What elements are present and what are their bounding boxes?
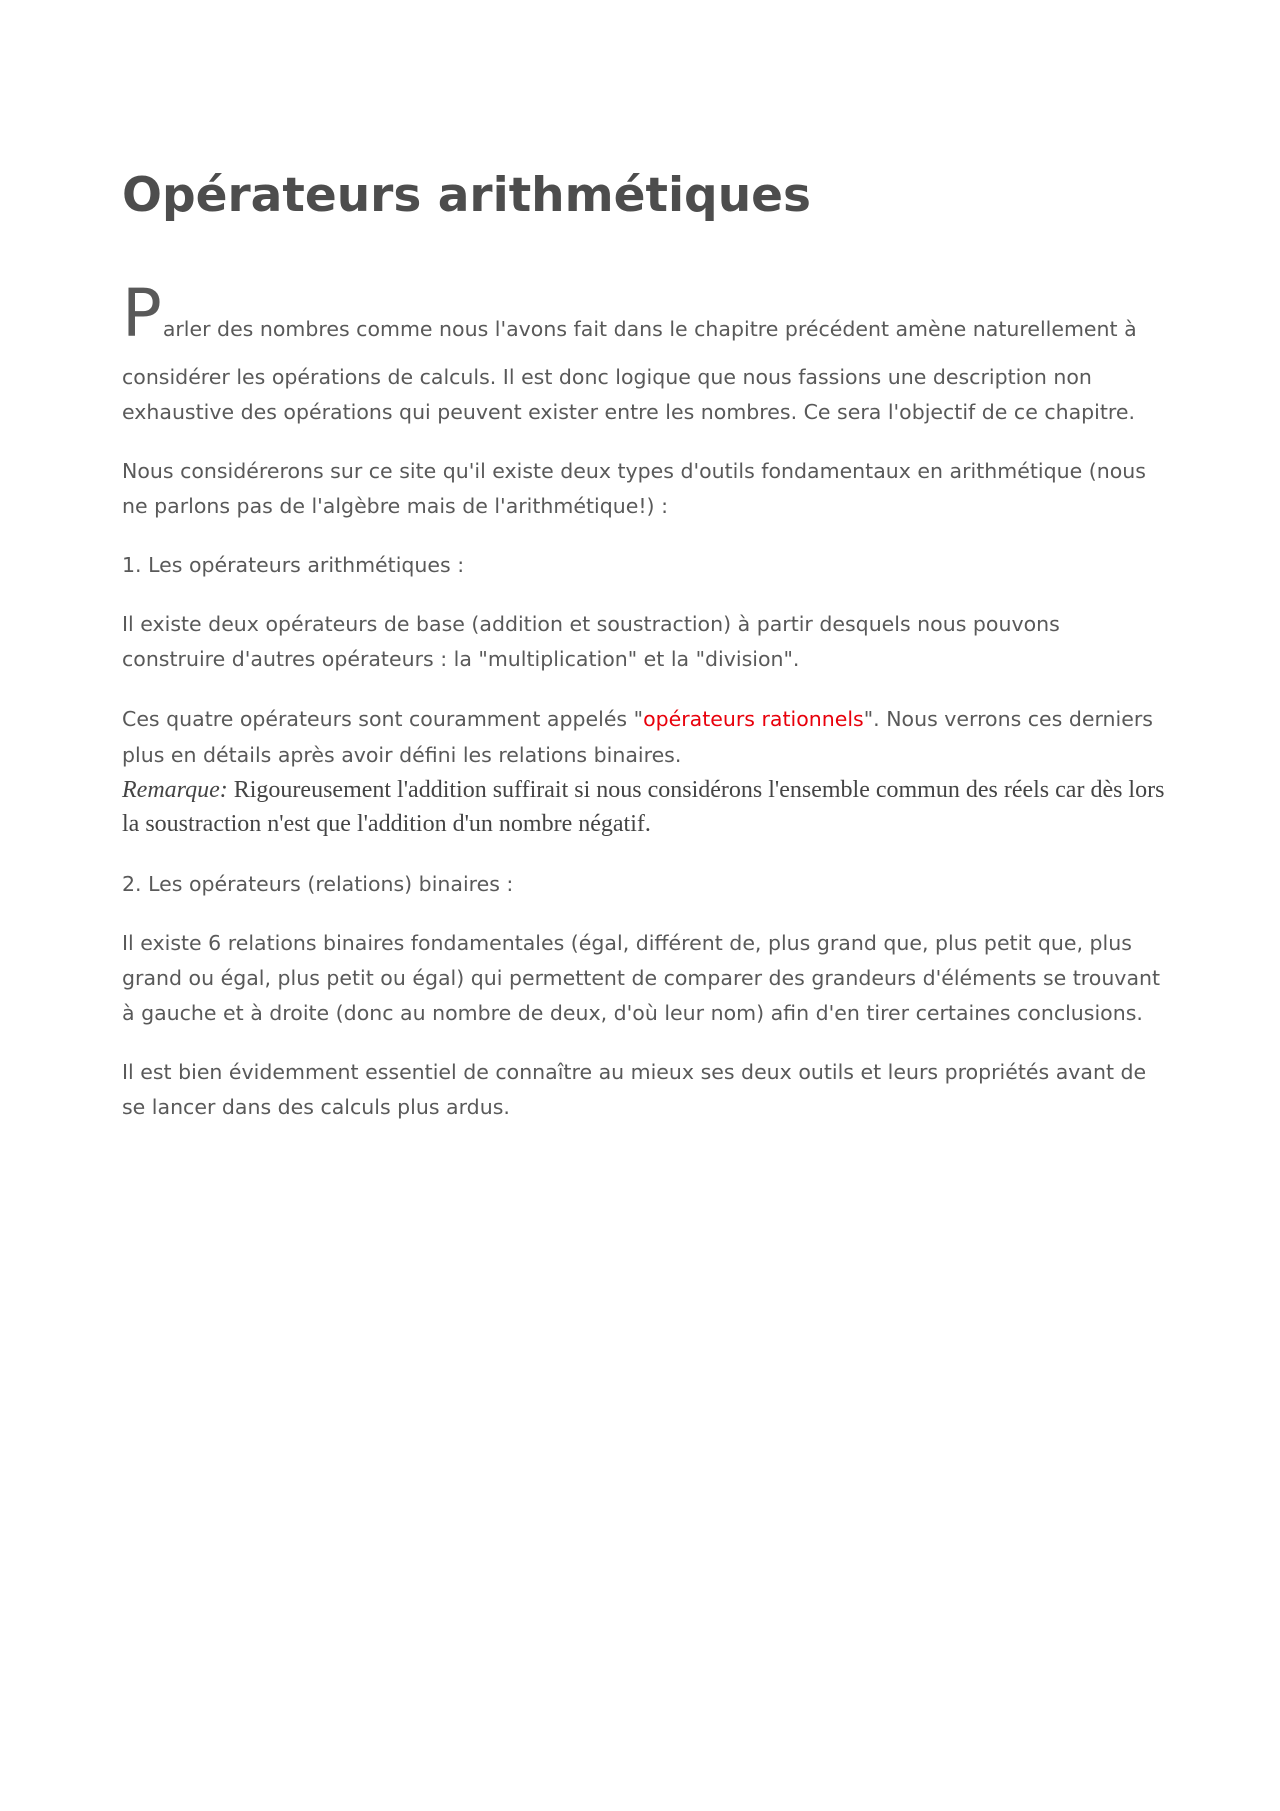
rational-operators-paragraph [122, 701, 1167, 773]
remark-text: Rigoureusement l'addition suffirait si nous considérons l'ensemble commun des réels car dès lors la soustraction n'est que l'addition d'un nombre négatif. [122, 777, 1165, 837]
remark-label: Remarque: [122, 777, 228, 803]
intro-rest: considérer les opérations de calculs. Il est donc logique que nous fassions une description non exhaustive des opérations qui peuvent exister entre les nombres. Ce sera l'objectif de ce chapitre. [122, 365, 1135, 424]
base-operators-paragraph: Il existe deux opérateurs de base (addition et soustraction) à partir desquels nous pouvons construire d'autres opérateurs : la "multiplication" et la "division". [122, 612, 1060, 671]
rational-operators-link[interactable]: opérateurs rationnels [643, 707, 864, 731]
final-paragraph: Il est bien évidemment essentiel de connaître au mieux ses deux outils et leurs propriétés avant de se lancer dans des calculs plus ardus. [122, 1060, 1147, 1119]
intro-first-line [122, 275, 1167, 360]
types-paragraph: Nous considérerons sur ce site qu'il existe deux types d'outils fondamentaux en arithmétique (nous ne parlons pas de l'algèbre mais de l'arithmétique!) : [122, 459, 1146, 518]
remark-paragraph [122, 773, 1167, 841]
drop-cap: P [122, 275, 162, 352]
item2-heading: 2. Les opérateurs (relations) binaires : [122, 872, 514, 896]
rational-before: Ces quatre opérateurs sont couramment appelés " [122, 707, 644, 731]
page-title: Opérateurs arithmétiques [122, 168, 812, 223]
relations-paragraph: Il existe 6 relations binaires fondamentales (égal, différent de, plus grand que, plus petit que, plus grand ou égal, plus petit ou égal) qui permettent de comparer des grandeurs d'éléments se trouvant à gauche et à droite (donc au nombre de deux, d'où leur nom) afin d'en tirer certaines conclusions. [122, 931, 1161, 1025]
intro-paragraph [122, 275, 1167, 430]
rational-after: ". Nous verrons ces derniers plus en détails après avoir défini les relations binaires. [122, 707, 1153, 767]
page-content [122, 168, 1167, 1125]
item1-heading: 1. Les opérateurs arithmétiques : [122, 553, 465, 577]
intro-first-line-text: arler des nombres comme nous l'avons fait dans le chapitre précédent amène naturellement à [162, 317, 1137, 341]
